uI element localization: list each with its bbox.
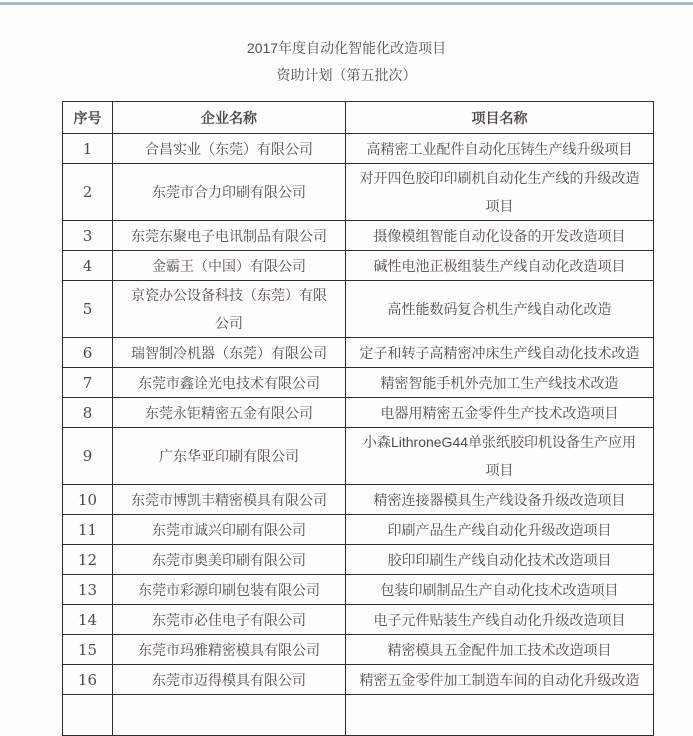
cell-company: 东莞市奥美印刷有限公司 xyxy=(113,545,346,575)
cell-company: 东莞市玛雅精密模具有限公司 xyxy=(113,635,346,665)
table-row xyxy=(63,368,654,398)
cell-serial: 14 xyxy=(63,605,113,635)
cell-company: 东莞市诚兴印刷有限公司 xyxy=(113,515,346,545)
table-row xyxy=(63,575,654,605)
cell-company: 东莞市彩源印刷包装有限公司 xyxy=(113,575,346,605)
header-company: 企业名称 xyxy=(113,102,346,134)
cell-project: 定子和转子高精密冲床生产线自动化技术改造 xyxy=(346,338,654,368)
table-row xyxy=(63,338,654,368)
cell-project: 小森LithroneG44单张纸胶印机设备生产应用项目 xyxy=(346,428,654,485)
cell-serial: 8 xyxy=(63,398,113,428)
cell-project xyxy=(346,695,654,736)
cell-project: 胶印印刷生产线自动化技术改造项目 xyxy=(346,545,654,575)
top-divider-rule xyxy=(0,2,693,5)
cell-serial: 10 xyxy=(63,485,113,515)
table-row xyxy=(63,665,654,695)
cell-company: 瑞智制冷机器（东莞）有限公司 xyxy=(113,338,346,368)
cell-serial: 5 xyxy=(63,281,113,338)
cell-project: 印刷产品生产线自动化升级改造项目 xyxy=(346,515,654,545)
cell-company: 京瓷办公设备科技（东莞）有限公司 xyxy=(113,281,346,338)
cell-project: 精密连接器模具生产线设备升级改造项目 xyxy=(346,485,654,515)
cell-serial: 4 xyxy=(63,251,113,281)
table-row xyxy=(63,428,654,485)
page-title-line2: 资助计划（第五批次） xyxy=(276,67,417,83)
cell-company: 合昌实业（东莞）有限公司 xyxy=(113,134,346,164)
cell-company: 广东华亚印刷有限公司 xyxy=(113,428,346,485)
cell-company: 东莞市必佳电子有限公司 xyxy=(113,605,346,635)
cell-project: 高精密工业配件自动化压铸生产线升级项目 xyxy=(346,134,654,164)
cell-project: 摄像模组智能自动化设备的开发改造项目 xyxy=(346,221,654,251)
cell-project: 精密智能手机外壳加工生产线技术改造 xyxy=(346,368,654,398)
cell-serial: 7 xyxy=(63,368,113,398)
table-header-row xyxy=(63,102,654,134)
cell-serial: 12 xyxy=(63,545,113,575)
table-row xyxy=(63,398,654,428)
table-row xyxy=(63,221,654,251)
cell-serial: 9 xyxy=(63,428,113,485)
cell-project: 电子元件贴装生产线自动化升级改造项目 xyxy=(346,605,654,635)
page-title-line1: 2017年度自动化智能化改造项目 xyxy=(246,40,447,56)
table-row xyxy=(63,164,654,221)
cell-project: 电器用精密五金零件生产技术改造项目 xyxy=(346,398,654,428)
table-row xyxy=(63,134,654,164)
cell-project: 碱性电池正极组装生产线自动化改造项目 xyxy=(346,251,654,281)
cell-company: 东莞东聚电子电讯制品有限公司 xyxy=(113,221,346,251)
table-row xyxy=(63,605,654,635)
table-row xyxy=(63,545,654,575)
cell-project: 包装印刷制品生产自动化技术改造项目 xyxy=(346,575,654,605)
cell-serial: 6 xyxy=(63,338,113,368)
table-row xyxy=(63,251,654,281)
cell-serial: 13 xyxy=(63,575,113,605)
cell-company: 金霸王（中国）有限公司 xyxy=(113,251,346,281)
cell-serial xyxy=(63,695,113,736)
cell-company: 东莞市合力印刷有限公司 xyxy=(113,164,346,221)
header-serial: 序号 xyxy=(63,102,113,134)
cell-company: 东莞永钜精密五金有限公司 xyxy=(113,398,346,428)
cell-company: 东莞市鑫诠光电技术有限公司 xyxy=(113,368,346,398)
cell-serial: 15 xyxy=(63,635,113,665)
cell-serial: 2 xyxy=(63,164,113,221)
grant-projects-table xyxy=(62,101,654,736)
cell-serial: 3 xyxy=(63,221,113,251)
cell-company: 东莞市迈得模具有限公司 xyxy=(113,665,346,695)
table-row-clipped xyxy=(63,695,654,736)
cell-company xyxy=(113,695,346,736)
header-project: 项目名称 xyxy=(346,102,654,134)
cell-project: 对开四色胶印印刷机自动化生产线的升级改造项目 xyxy=(346,164,654,221)
page xyxy=(0,2,693,736)
table-row xyxy=(63,515,654,545)
table-row xyxy=(63,281,654,338)
table-row xyxy=(63,485,654,515)
table-row xyxy=(63,635,654,665)
cell-serial: 16 xyxy=(63,665,113,695)
cell-project: 精密模具五金配件加工技术改造项目 xyxy=(346,635,654,665)
cell-serial: 11 xyxy=(63,515,113,545)
cell-serial: 1 xyxy=(63,134,113,164)
cell-project: 高性能数码复合机生产线自动化改造 xyxy=(346,281,654,338)
cell-project: 精密五金零件加工制造车间的自动化升级改造 xyxy=(346,665,654,695)
cell-company: 东莞市博凯丰精密模具有限公司 xyxy=(113,485,346,515)
